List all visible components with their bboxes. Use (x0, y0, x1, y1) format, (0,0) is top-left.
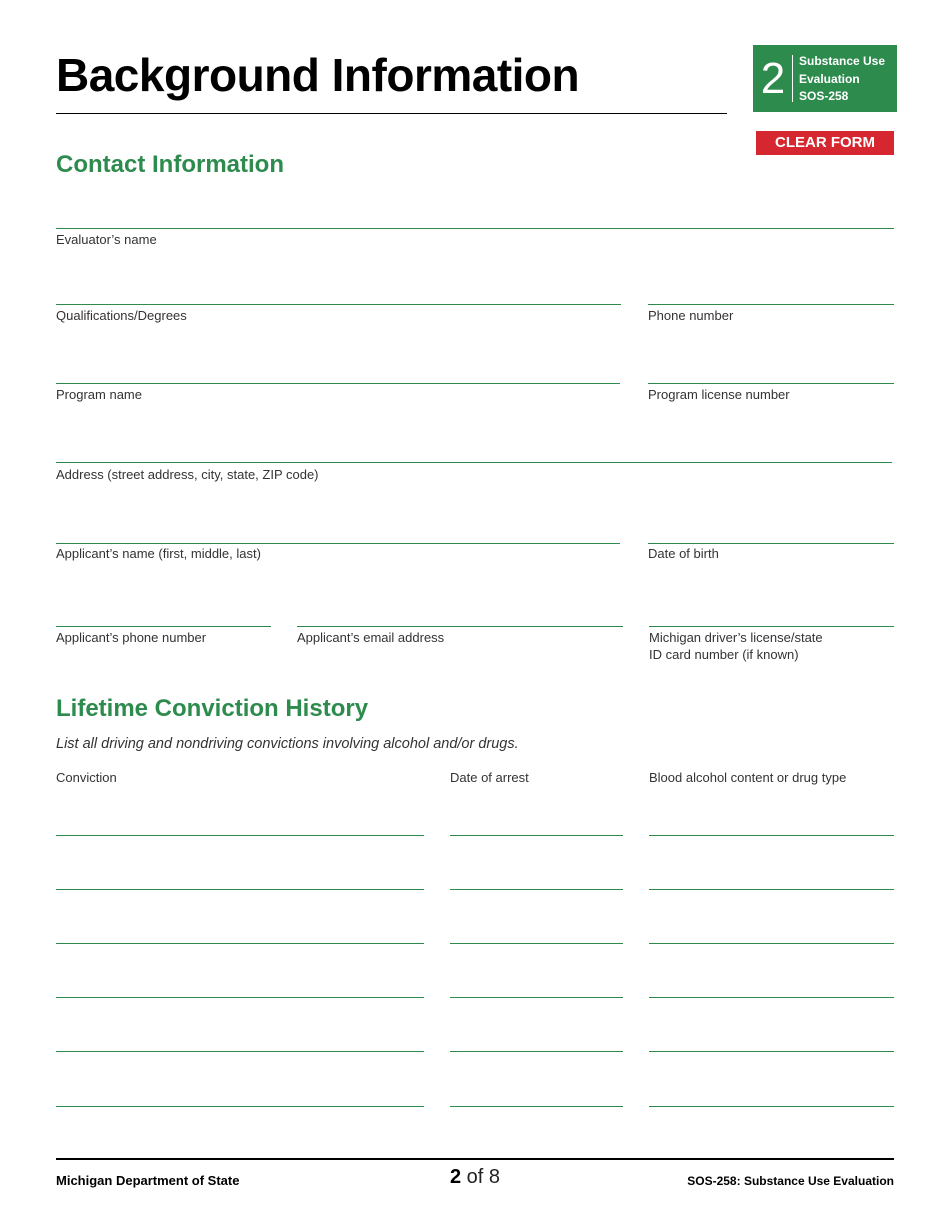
applicant-phone-input[interactable] (56, 603, 271, 627)
contact-section-title: Contact Information (56, 151, 284, 178)
date-of-arrest-input[interactable] (450, 1083, 623, 1107)
applicant-name-label: Applicant’s name (first, middle, last) (56, 546, 261, 561)
bac-drug-type-input[interactable] (649, 920, 894, 944)
bac-drug-type-input[interactable] (649, 812, 894, 836)
evaluator-name-label: Evaluator’s name (56, 232, 157, 247)
qualifications-input[interactable] (56, 281, 621, 305)
conviction-input[interactable] (56, 920, 424, 944)
date-of-arrest-input[interactable] (450, 1028, 623, 1052)
qualifications-label: Qualifications/Degrees (56, 308, 187, 323)
footer-agency: Michigan Department of State (56, 1173, 240, 1188)
badge-form-name: Substance Use Evaluation SOS-258 (799, 54, 886, 103)
program-name-input[interactable] (56, 360, 620, 384)
date-of-arrest-input[interactable] (450, 974, 623, 998)
phone-number-input[interactable] (648, 281, 894, 305)
address-label: Address (street address, city, state, ZIP code) (56, 467, 319, 482)
program-license-input[interactable] (648, 360, 894, 384)
conviction-instructions: List all driving and nondriving convictions involving alcohol and/or drugs. (56, 736, 519, 752)
address-input[interactable] (56, 439, 892, 463)
date-of-birth-input[interactable] (648, 520, 894, 544)
bac-drug-type-input[interactable] (649, 974, 894, 998)
conviction-input[interactable] (56, 812, 424, 836)
date-of-arrest-input[interactable] (450, 812, 623, 836)
footer-form-name: SOS-258: Substance Use Evaluation (687, 1174, 894, 1188)
badge-divider (792, 55, 793, 102)
page-title: Background Information (56, 49, 580, 101)
date-of-arrest-column-header: Date of arrest (450, 770, 529, 785)
evaluator-name-input[interactable] (56, 205, 894, 229)
program-name-label: Program name (56, 387, 142, 402)
program-license-label: Program license number (648, 387, 790, 402)
conviction-input[interactable] (56, 866, 424, 890)
license-number-label: Michigan driver’s license/state ID card number (if known) (649, 630, 823, 662)
bac-drug-type-input[interactable] (649, 866, 894, 890)
applicant-email-input[interactable] (297, 603, 623, 627)
phone-number-label: Phone number (648, 308, 734, 323)
license-number-input[interactable] (649, 603, 894, 627)
page-current: 2 (449, 1166, 462, 1188)
form-badge (753, 45, 897, 112)
footer-divider (56, 1158, 894, 1160)
badge-section-number: 2 (760, 54, 786, 103)
date-of-arrest-input[interactable] (450, 866, 623, 890)
applicant-email-label: Applicant’s email address (297, 630, 445, 645)
conviction-input[interactable] (56, 1083, 424, 1107)
applicant-name-input[interactable] (56, 520, 620, 544)
bac-drug-type-input[interactable] (649, 1028, 894, 1052)
conviction-input[interactable] (56, 974, 424, 998)
date-of-arrest-input[interactable] (450, 920, 623, 944)
date-of-birth-label: Date of birth (648, 546, 719, 561)
page-total: of 8 (466, 1166, 501, 1188)
clear-form-button[interactable]: CLEAR FORM (756, 131, 894, 155)
applicant-phone-label: Applicant’s phone number (56, 630, 207, 645)
conviction-input[interactable] (56, 1028, 424, 1052)
conviction-column-header: Conviction (56, 770, 117, 785)
conviction-section-title: Lifetime Conviction History (56, 695, 369, 722)
bac-drug-type-input[interactable] (649, 1083, 894, 1107)
title-divider (56, 113, 727, 114)
bac-column-header: Blood alcohol content or drug type (649, 770, 847, 785)
